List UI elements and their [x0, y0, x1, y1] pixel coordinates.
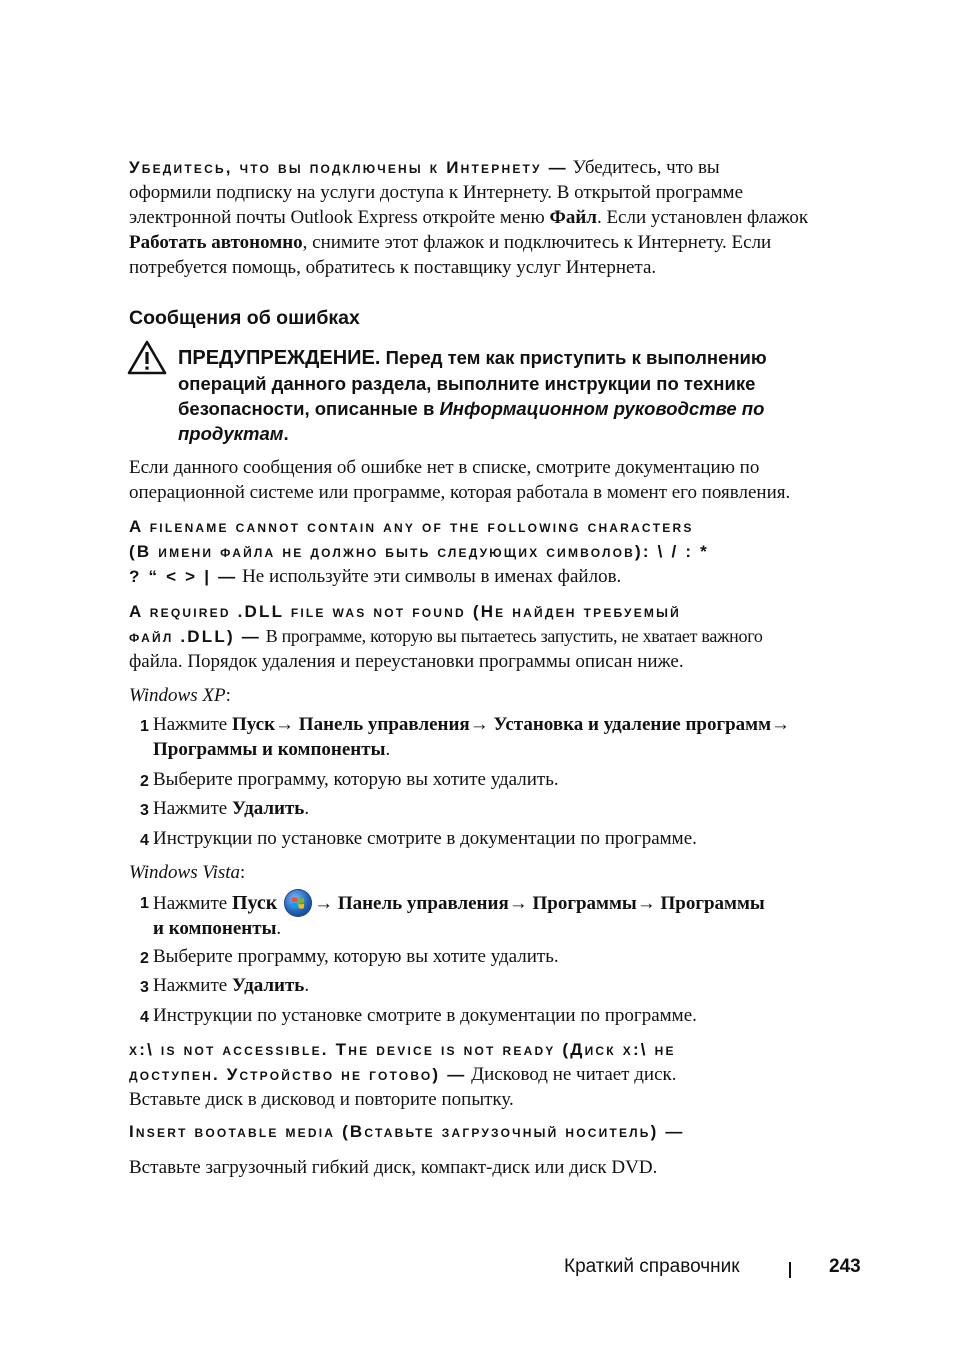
vista-step-2: Выберите программу, которую вы хотите удалить.	[153, 946, 559, 967]
drive-error-entry: x:\ is not accessible. The device is not ready (Диск x:\ не доступен. Устройство не готово) — Дисковод не читает диск. Вставьте диск в дисковод и повторите попытку.	[129, 1037, 869, 1112]
windows-xp-label: Windows XP:	[129, 685, 231, 706]
bootable-error-heading: Insert bootable media (Вставьте загрузочный носитель) —	[129, 1122, 685, 1141]
filename-error-entry: A filename cannot contain any of the following characters (В имени файла не должно быть следующих символов): \ / : * ? “ < > | — Не используйте эти символы в именах файлов.	[129, 514, 869, 589]
page-number: 243	[829, 1256, 861, 1277]
bootable-error-text: Вставьте загрузочный гибкий диск, компакт-диск или диск DVD.	[129, 1157, 658, 1178]
warning-label: ПРЕДУПРЕЖДЕНИЕ.	[178, 347, 381, 369]
warning-block: ПРЕДУПРЕЖДЕНИЕ. Перед тем как приступить к выполнению операций данного раздела, выполните инструкции по технике безопасности, описанные в Информационном руководстве по продуктам.	[178, 347, 767, 444]
vista-step-1: Нажмите Пуск → Панель управления→ Программы→ Программы и компоненты.	[153, 889, 853, 941]
internet-check-heading: Убедитесь, что вы подключены к Интернету —	[129, 158, 568, 177]
vista-step-4: Инструкции по установке смотрите в документации по программе.	[153, 1005, 697, 1026]
footer-separator	[789, 1262, 791, 1278]
dll-error-heading: A required .DLL file was not found (Не найден требуемый	[129, 602, 681, 621]
section-title: Сообщения об ошибках	[129, 307, 360, 329]
warning-triangle-icon	[127, 340, 167, 375]
file-menu-label: Файл	[549, 207, 597, 228]
windows-start-orb-icon	[284, 889, 312, 917]
xp-step-4: Инструкции по установке смотрите в документации по программе.	[153, 828, 697, 849]
intro-paragraph: Если данного сообщения об ошибке нет в списке, смотрите документацию по операционной системе или программе, которая работала в момент его появления.	[129, 457, 791, 503]
internet-check-paragraph: Убедитесь, что вы подключены к Интернету — Убедитесь, что вы оформили подписку на услуги доступа к Интернету. В открытой программе электронной почты Outlook Express откройте меню Файл. Если установлен флажок Работать автономно, снимите этот флажок и подключитесь к Интернету. Если потребуется помощь, обратитесь к поставщику услуг Интернета.	[129, 157, 809, 278]
document-page: Убедитесь, что вы подключены к Интернету — Убедитесь, что вы оформили подписку на услуги доступа к Интернету. В открытой программе электронной почты Outlook Express откройте меню Файл. Если установлен флажок Работать автономно, снимите этот флажок и подключитесь к Интернету. Если потребуется помощь, обратитесь к поставщику услуг Интернета. Сообщения об ошибках ПРЕДУПРЕЖДЕНИЕ. Перед тем как приступить к выполнению операций данного раздела, выполните инструкции по технике безопасности, описанные в Информационном руководстве по продуктам. Если данного сообщения об ошибке нет в списке, смотрите документацию по операционной системе или программе, которая работала в момент его появления. A filename cannot contain any of the following characters (В имени файла не должно быть следующих символов): \ / : * ? “ < > | — Не используйте эти символы в именах файлов. A required .DLL file was not found (Не найден требуемый файл .DLL) — В программе, которую вы пытаетесь запустить, не хватает важного файла. Порядок удаления и переустановки программы описан ниже. Windows XP: 1 Нажмите Пуск→ Панель управления→ Установка и удаление программ→ Программы и компоненты. 2 Выберите программу, которую вы хотите удалить. 3 Нажмите Удалить. 4 Инструкции по установке смотрите в документации по программе. Windows Vista: 1 Нажмите Пуск → Панель управления→ Программы→ Программы и компоненты. 2 Выберите программу, которую вы хотите удалить. 3 Нажмите Удалить. 4 Инструкции по установке смотрите в документации по программе. x:\ is not accessible. The device is not ready (Диск x:\ не доступен. Устройство не готово) — Дисковод не читает диск. Вставьте диск в дисковод и повторите попытку. Insert bootable media (Вставьте загрузочный носитель) — Вставьте загрузочный гибкий диск, компакт-диск или диск DVD. Краткий справочник 243	[0, 0, 954, 1352]
filename-error-heading: A filename cannot contain any of the following characters	[129, 517, 694, 536]
xp-step-3: Нажмите Удалить.	[153, 798, 310, 819]
drive-error-heading: x:\ is not accessible. The device is not ready (Диск x:\ не	[129, 1040, 676, 1059]
xp-step-1: Нажмите Пуск→ Панель управления→ Установка и удаление программ→ Программы и компоненты.	[153, 714, 791, 760]
vista-step-3: Нажмите Удалить.	[153, 975, 310, 996]
footer-title: Краткий справочник	[564, 1256, 740, 1277]
dll-error-entry: A required .DLL file was not found (Не найден требуемый файл .DLL) — В программе, которую вы пытаетесь запустить, не хватает важного файла. Порядок удаления и переустановки программы описан ниже.	[129, 599, 869, 674]
work-offline-label: Работать автономно	[129, 232, 303, 253]
xp-step-2: Выберите программу, которую вы хотите удалить.	[153, 769, 559, 790]
windows-vista-label: Windows Vista:	[129, 862, 246, 883]
